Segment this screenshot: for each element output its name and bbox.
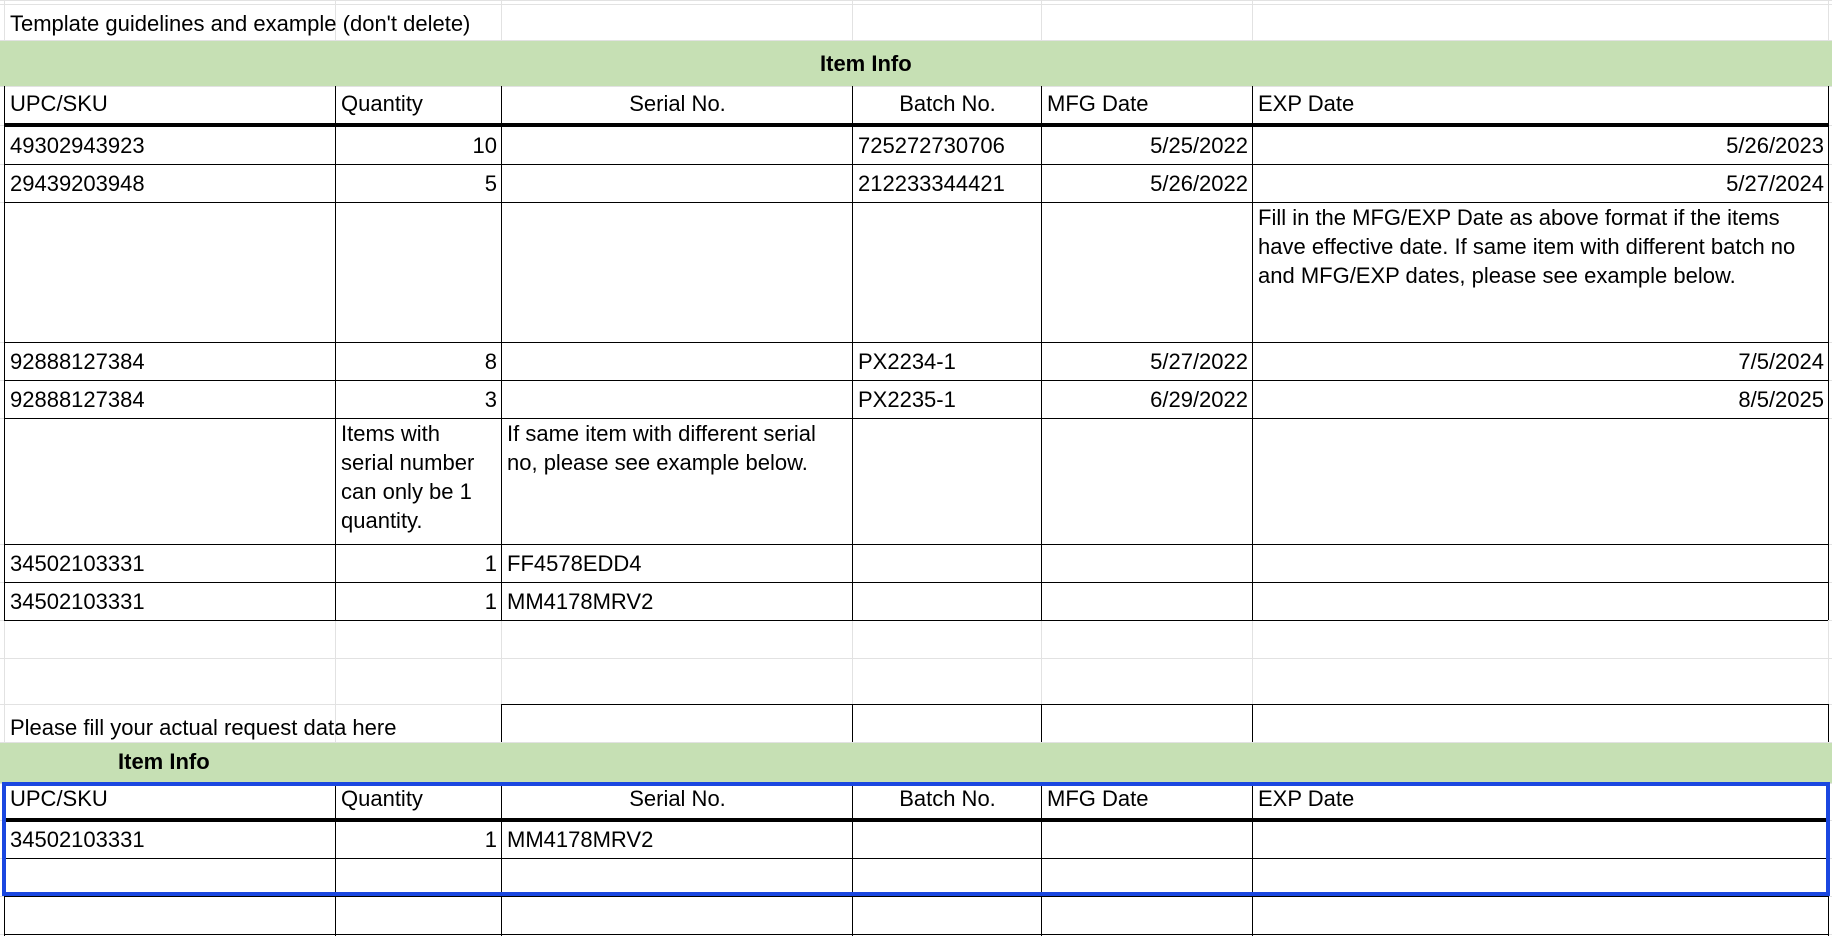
cell-border — [4, 418, 1828, 419]
column-header: UPC/SKU — [10, 91, 108, 116]
cell-border — [1041, 86, 1042, 620]
column-header: UPC/SKU — [10, 786, 108, 811]
table-cell[interactable]: PX2235-1 — [858, 387, 956, 412]
table-cell[interactable]: 92888127384 — [10, 387, 145, 412]
table-cell[interactable]: 5/27/2024 — [1726, 171, 1824, 196]
cell-border — [1828, 704, 1829, 742]
cell-border — [4, 164, 1828, 165]
table-cell[interactable]: 49302943923 — [10, 133, 145, 158]
gridline — [501, 0, 502, 40]
table-cell[interactable]: 34502103331 — [10, 589, 145, 614]
gridline — [0, 40, 1832, 41]
cell-border — [4, 896, 1828, 897]
cell-border — [1041, 704, 1042, 742]
column-header: MFG Date — [1047, 91, 1149, 116]
table-cell[interactable]: 29439203948 — [10, 171, 145, 196]
gridline — [0, 4, 1832, 5]
table-cell[interactable]: 212233344421 — [858, 171, 1005, 196]
table-cell[interactable]: 5/27/2022 — [1150, 349, 1248, 374]
column-header: Quantity — [341, 786, 423, 811]
cell-border — [501, 704, 1828, 705]
table-cell[interactable]: 92888127384 — [10, 349, 145, 374]
table-cell[interactable]: 34502103331 — [10, 551, 145, 576]
column-header: EXP Date — [1258, 786, 1355, 811]
table-cell[interactable]: 5/26/2023 — [1726, 133, 1824, 158]
selection-range[interactable] — [2, 782, 1830, 896]
gridline — [1041, 0, 1042, 40]
column-header: Serial No. — [629, 91, 726, 116]
cell-border — [4, 582, 1828, 583]
table-cell[interactable]: 8/5/2025 — [1738, 387, 1824, 412]
gridline — [852, 0, 853, 40]
header-underline — [4, 123, 1828, 127]
table-cell[interactable]: MM4178MRV2 — [507, 827, 654, 852]
example-banner-title: Item Info — [820, 51, 912, 76]
table-cell[interactable]: 5/26/2022 — [1150, 171, 1248, 196]
table-cell[interactable]: 3 — [484, 387, 497, 412]
table-cell[interactable]: 8 — [484, 349, 497, 374]
gridline — [4, 0, 5, 40]
table-cell[interactable]: 5/25/2022 — [1150, 133, 1248, 158]
table-cell[interactable]: 10 — [472, 133, 497, 158]
column-header: MFG Date — [1047, 786, 1149, 811]
table-cell[interactable]: 34502103331 — [10, 827, 145, 852]
cell-border — [335, 86, 336, 620]
cell-border — [1252, 704, 1253, 742]
actual-section-title: Please fill your actual request data here — [10, 715, 397, 740]
table-cell[interactable]: 1 — [484, 551, 497, 576]
gridline — [0, 0, 1832, 1]
cell-border — [501, 704, 502, 742]
serial-note: If same item with different serial no, please see example below. — [507, 421, 816, 475]
column-header: Batch No. — [899, 91, 996, 116]
column-header: Batch No. — [899, 786, 996, 811]
column-header: EXP Date — [1258, 91, 1355, 116]
table-cell[interactable]: 1 — [484, 589, 497, 614]
cell-border — [852, 704, 853, 742]
table-cell[interactable]: MM4178MRV2 — [507, 589, 654, 614]
table-cell[interactable]: 725272730706 — [858, 133, 1005, 158]
date-note: Fill in the MFG/EXP Date as above format if the items have effective date. If same item with different batch no and MFG/EXP dates, please see example below. — [1258, 205, 1796, 288]
table-cell[interactable]: PX2234-1 — [858, 349, 956, 374]
cell-border — [4, 544, 1828, 545]
table-cell[interactable]: 6/29/2022 — [1150, 387, 1248, 412]
cell-border — [1252, 86, 1253, 620]
gridline — [0, 742, 1832, 743]
actual-banner-title: Item Info — [118, 749, 210, 774]
cell-border — [4, 86, 5, 620]
quantity-note: Items with serial number can only be 1 quantity. — [341, 421, 475, 533]
cell-border — [4, 934, 1828, 935]
cell-border — [501, 86, 502, 620]
column-header: Quantity — [341, 91, 423, 116]
table-cell[interactable]: 5 — [484, 171, 497, 196]
gridline — [0, 86, 1832, 87]
gridline — [0, 658, 1832, 659]
table-cell[interactable]: FF4578EDD4 — [507, 551, 642, 576]
gridline — [1828, 0, 1829, 40]
gridline — [1252, 0, 1253, 40]
cell-border — [852, 86, 853, 620]
banner-background — [0, 742, 1832, 783]
column-header: Serial No. — [629, 786, 726, 811]
table-cell[interactable]: 1 — [484, 827, 497, 852]
cell-border — [4, 342, 1828, 343]
cell-border — [1828, 86, 1829, 620]
cell-border — [4, 380, 1828, 381]
table-cell[interactable]: 7/5/2024 — [1738, 349, 1824, 374]
cell-border — [4, 620, 1828, 621]
example-section-title: Template guidelines and example (don't delete) — [10, 11, 471, 36]
